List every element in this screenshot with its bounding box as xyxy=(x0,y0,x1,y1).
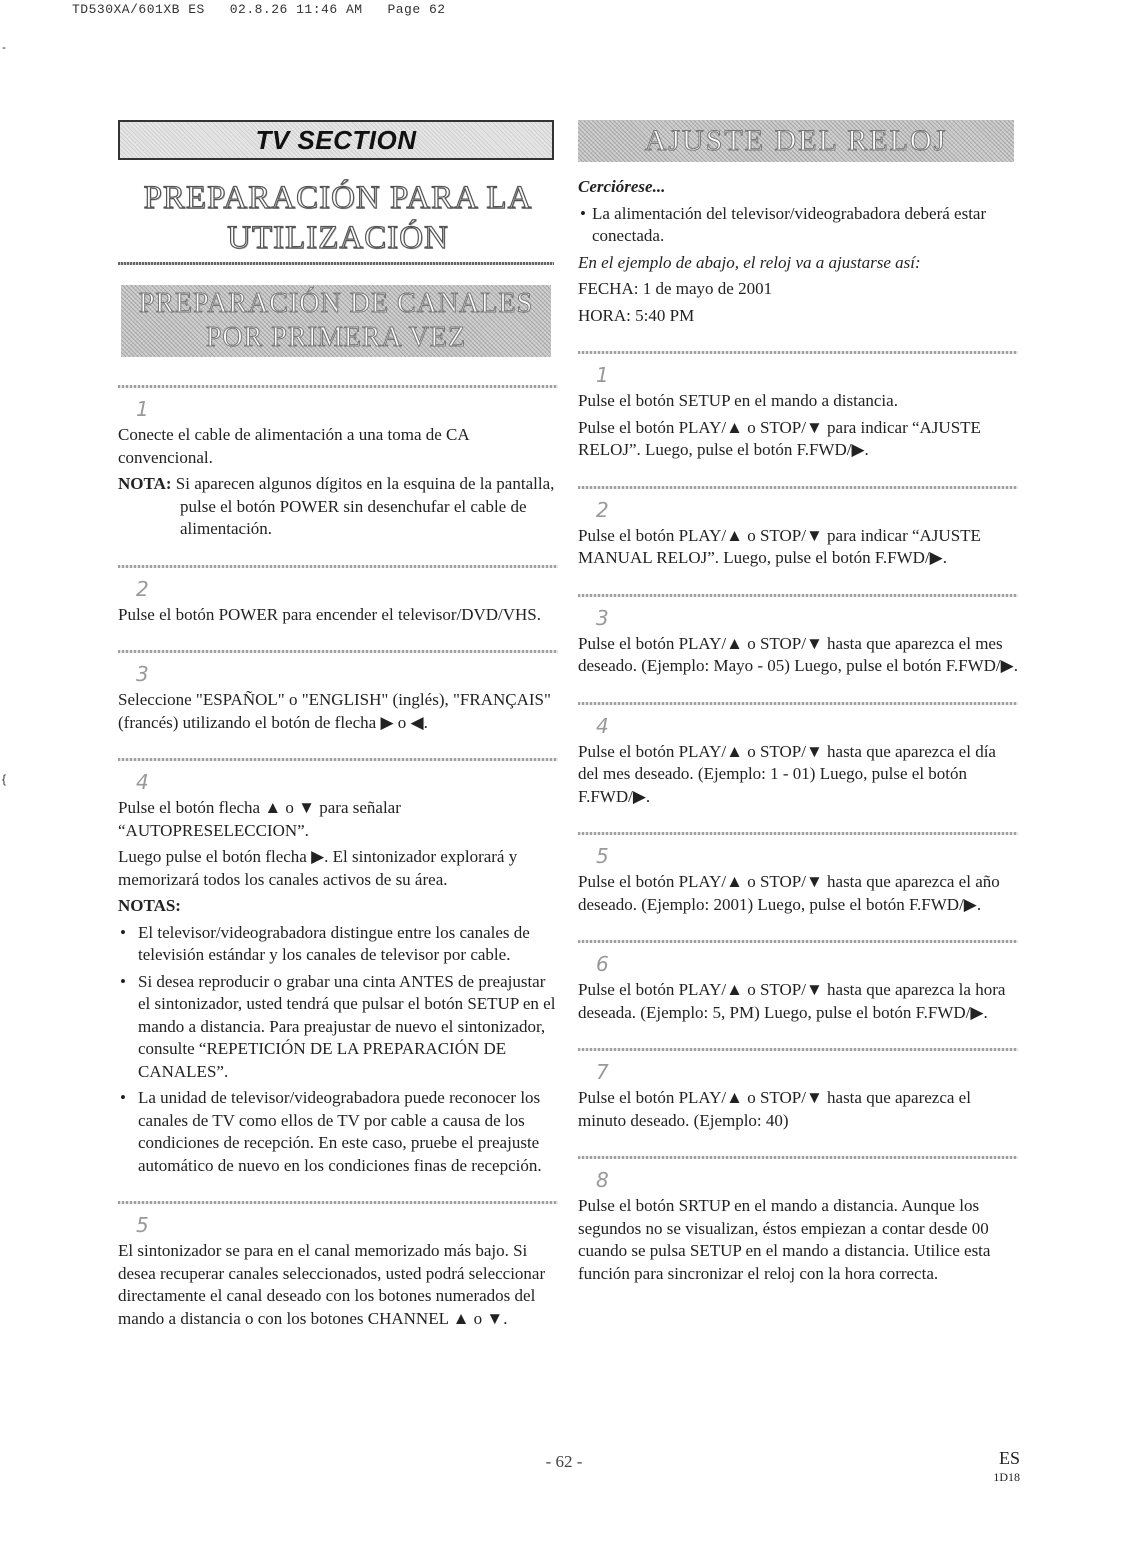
step-text: Pulse el botón POWER para encender el televisor/DVD/VHS. xyxy=(118,604,542,624)
list-item: • La unidad de televisor/videograbadora puede reconocer los canales de TV como ellos de TV por cable a causa de los condiciones de recepción. En este caso, pruebe el preajuste automático de nuevo en los condiciones finas de recepción. xyxy=(118,1087,558,1177)
clock-step-4 xyxy=(578,715,1018,809)
tv-section-label: TV SECTION xyxy=(255,124,417,155)
step-divider xyxy=(578,940,1018,943)
step-number: 2 xyxy=(596,497,609,522)
step-divider xyxy=(578,1156,1018,1159)
step-number: 5 xyxy=(596,844,609,868)
step-divider xyxy=(578,702,1018,705)
check-label: Cerciórese... xyxy=(578,177,666,196)
step-3 xyxy=(118,663,558,734)
step-text: Pulse el botón PLAY/▲ o STOP/▼ hasta que aparezca el día del mes deseado. (Ejemplo: 1 - 01) Luego, pulse el botón F.FWD/▶. xyxy=(578,741,996,806)
step-text-2: Luego pulse el botón flecha ▶. El sintonizador explorará y memorizará todos los canales activos de su área. xyxy=(118,847,518,889)
step-number: 8 xyxy=(596,1168,609,1192)
step-2 xyxy=(118,578,558,627)
notes-heading: NOTAS: xyxy=(118,896,181,915)
step-number: 5 xyxy=(136,1213,149,1237)
step-text-2: Pulse el botón PLAY/▲ o STOP/▼ para indicar “AJUSTE RELOJ”. Luego, pulse el botón F.FWD/▶. xyxy=(578,417,981,459)
step-text: Pulse el botón flecha ▲ o ▼ para señalar “AUTOPRESELECCION”. xyxy=(118,798,401,840)
document-code: 1D18 xyxy=(993,1470,1020,1484)
page-number: - 62 - xyxy=(545,1452,583,1471)
step-divider xyxy=(578,594,1018,597)
step-text: El sintonizador se para en el canal memorizado más bajo. Si desea recuperar canales seleccionados, usted podrá seleccionar directamente el canal deseado con los botones numerados del mando a distancia o con los botones CHANNEL ▲ o ▼. xyxy=(118,1241,546,1328)
step-5 xyxy=(118,1214,558,1330)
title-divider xyxy=(118,262,554,265)
clock-section-title: AJUSTE DEL RELOJ xyxy=(644,124,948,157)
clock-step-6 xyxy=(578,953,1018,1024)
step-number: 4 xyxy=(136,770,149,794)
page-title xyxy=(118,178,558,258)
step-divider xyxy=(118,758,558,761)
step-4 xyxy=(118,771,558,1177)
step-text: Pulse el botón PLAY/▲ o STOP/▼ hasta que aparezca el minuto deseado. (Ejemplo: 40) xyxy=(578,1088,971,1130)
note-text: Si aparecen algunos dígitos en la esquina de la pantalla, pulse el botón POWER sin desenchufar el cable de alimentación. xyxy=(175,474,555,538)
example-intro: En el ejemplo de abajo, el reloj va a ajustarse así: xyxy=(578,252,921,272)
crop-mark: - xyxy=(2,40,6,54)
step-number: 6 xyxy=(596,952,609,976)
language-code: ES xyxy=(998,1448,1020,1468)
step-number: 7 xyxy=(596,1060,609,1084)
left-column xyxy=(118,120,558,1334)
clock-step-7 xyxy=(578,1061,1018,1132)
note xyxy=(118,473,558,541)
step-number: 3 xyxy=(596,605,609,630)
notes-list xyxy=(118,922,558,1178)
clock-step-8 xyxy=(578,1169,1018,1285)
subsection-banner xyxy=(121,285,551,357)
step-text: Conecte el cable de alimentación a una toma de CA convencional. xyxy=(118,425,469,467)
step-divider xyxy=(118,650,558,653)
list-item: • La alimentación del televisor/videograbadora deberá estar conectada. xyxy=(578,203,1018,248)
step-divider xyxy=(118,565,558,568)
step-text: Pulse el botón PLAY/▲ o STOP/▼ hasta que aparezca el año deseado. (Ejemplo: 2001) Luego, pulse el botón F.FWD/▶. xyxy=(578,872,1000,914)
step-number: 4 xyxy=(596,713,609,738)
subtitle-line-1: PREPARACIÓN DE CANALES xyxy=(138,288,534,319)
right-column xyxy=(578,120,1018,1289)
step-text: Pulse el botón SETUP en el mando a distancia. xyxy=(578,391,898,410)
step-divider xyxy=(578,1048,1018,1051)
step-text: Pulse el botón PLAY/▲ o STOP/▼ para indicar “AJUSTE MANUAL RELOJ”. Luego, pulse el botón F.FWD/▶. xyxy=(578,525,981,567)
step-divider xyxy=(118,1201,558,1204)
clock-section-banner xyxy=(578,120,1014,162)
step-text: Seleccione "ESPAÑOL" o "ENGLISH" (inglés), "FRANÇAIS" (francés) utilizando el botón de flecha ▶ o ◀. xyxy=(118,690,551,732)
step-number: 1 xyxy=(136,397,149,421)
list-item: • Si desea reproducir o grabar una cinta ANTES de preajustar el sintonizador, usted tendrá que pulsar el botón SETUP en el mando a distancia. Para preajustar de nuevo el sintonizador, consulte “REPETICIÓN DE LA PREPARACIÓN DE CANALES”. xyxy=(118,971,558,1084)
tv-section-banner xyxy=(118,120,554,160)
step-number: 2 xyxy=(136,576,149,601)
list-item: • El televisor/videograbadora distingue entre los canales de televisión estándar y los canales de televisor por cable. xyxy=(118,922,558,967)
step-text: Pulse el botón PLAY/▲ o STOP/▼ hasta que aparezca la hora deseada. (Ejemplo: 5, PM) Luego, pulse el botón F.FWD/▶. xyxy=(578,980,1006,1022)
clock-step-3 xyxy=(578,607,1018,678)
example-time: HORA: 5:40 PM xyxy=(578,305,695,325)
example-date: FECHA: 1 de mayo de 2001 xyxy=(578,279,773,298)
clock-step-1 xyxy=(578,364,1018,462)
note-label: NOTA: xyxy=(118,474,172,493)
step-text: Pulse el botón PLAY/▲ o STOP/▼ hasta que aparezca el mes deseado. (Ejemplo: Mayo - 05) Luego, pulse el botón F.FWD/▶. xyxy=(578,633,1018,675)
step-divider xyxy=(578,486,1018,489)
step-number: 3 xyxy=(136,662,149,686)
crop-mark: { xyxy=(2,772,7,786)
clock-step-5 xyxy=(578,845,1018,916)
clock-step-2 xyxy=(578,499,1018,570)
check-list xyxy=(578,203,1018,248)
title-line-2: UTILIZACIÓN xyxy=(227,220,449,256)
subtitle-line-2: POR PRIMERA VEZ xyxy=(205,322,467,353)
step-divider xyxy=(578,832,1018,835)
step-1 xyxy=(118,398,558,541)
print-header: TD530XA/601XB ES 02.8.26 11:46 AM Page 62 xyxy=(72,2,446,17)
step-divider xyxy=(578,351,1018,354)
step-text: Pulse el botón SRTUP en el mando a distancia. Aunque los segundos no se visualizan, éstos empiezan a contar desde 00 cuando se pulsa SETUP en el mando a distancia. Utilice esta función para sincronizar el reloj con la hora correcta. xyxy=(578,1196,991,1283)
title-line-1: PREPARACIÓN PARA LA xyxy=(143,180,533,216)
step-divider xyxy=(118,385,558,388)
step-number: 1 xyxy=(596,363,609,387)
